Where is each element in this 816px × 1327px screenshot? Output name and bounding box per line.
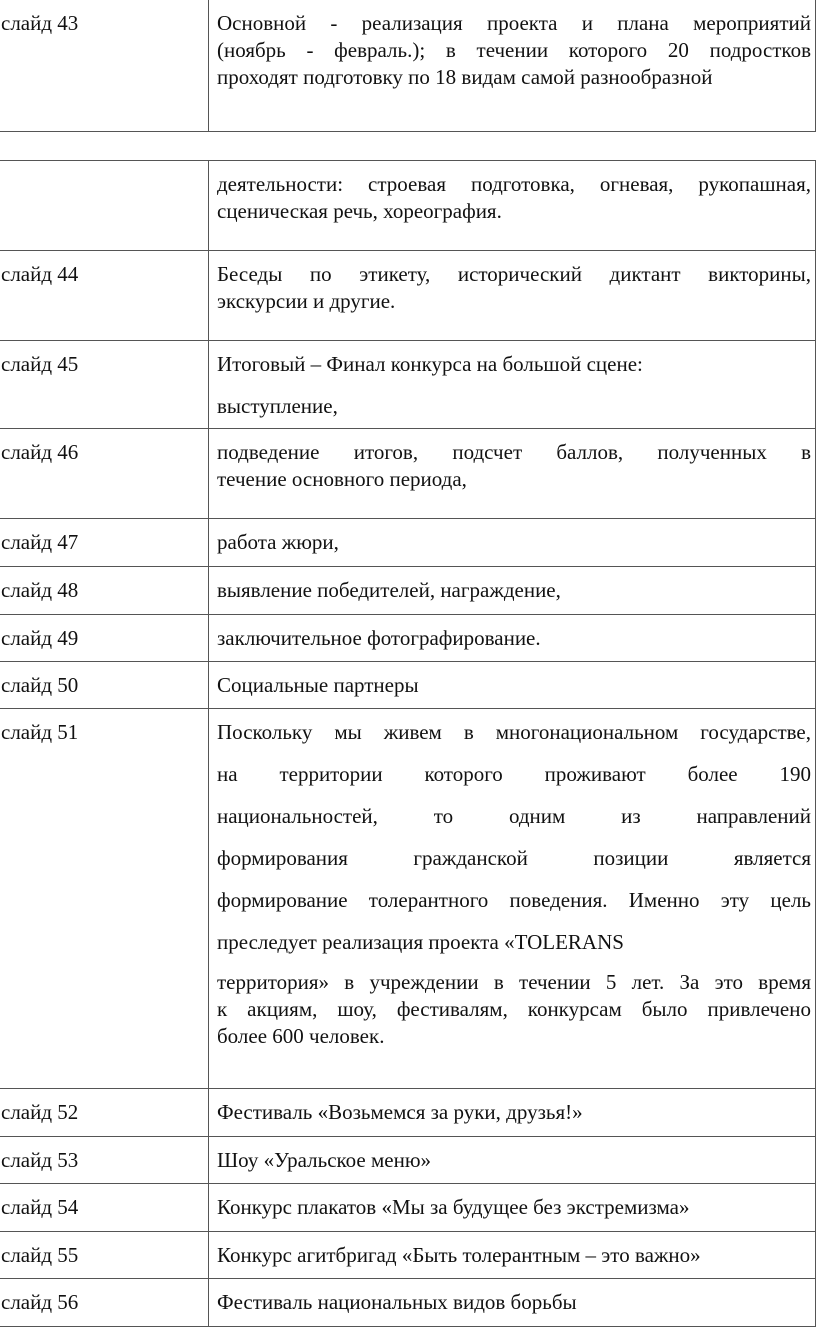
slide-number-cell: слайд 52 <box>0 1089 209 1137</box>
description-cell <box>209 251 816 341</box>
table-row <box>0 429 816 519</box>
description-line: Поскольку мы живем в многонациональном государстве, <box>217 720 811 744</box>
description-line: на территории которого проживают более 190 <box>217 762 811 786</box>
slide-number-cell: слайд 43 <box>0 0 209 131</box>
table-row <box>0 1089 816 1137</box>
table-row <box>0 567 816 615</box>
slide-number-cell: слайд 48 <box>0 567 209 615</box>
description-cell <box>209 1184 816 1232</box>
table-row <box>0 615 816 662</box>
slide-number-cell: слайд 44 <box>0 251 209 341</box>
description-line: к акциям, шоу, фестивалям, конкурсам было привлечено <box>217 997 811 1021</box>
description-line: формирования гражданской позиции является <box>217 846 811 870</box>
description-line: Фестиваль национальных видов борьбы <box>217 1290 577 1314</box>
description-line: течение основного периода, <box>217 467 467 491</box>
description-cell <box>209 615 816 662</box>
description-line: подведение итогов, подсчет баллов, полученных в <box>217 440 811 464</box>
slide-number-cell <box>0 161 209 251</box>
slide-number-cell: слайд 47 <box>0 519 209 567</box>
table-row <box>0 161 816 251</box>
description-line: выявление победителей, награждение, <box>217 578 561 602</box>
description-cell <box>209 1232 816 1279</box>
slide-number-cell: слайд 45 <box>0 341 209 429</box>
table-row <box>0 251 816 341</box>
description-line: экскурсии и другие. <box>217 289 396 313</box>
schedule-table-top <box>0 0 816 132</box>
description-line: преследует реализация проекта «TOLERANS <box>217 930 624 954</box>
description-line: более 600 человек. <box>217 1024 385 1048</box>
table-row <box>0 0 816 131</box>
description-line: Конкурс плакатов «Мы за будущее без экстремизма» <box>217 1195 690 1219</box>
description-line: Шоу «Уральское меню» <box>217 1148 432 1172</box>
description-line: национальностей, то одним из направлений <box>217 804 811 828</box>
description-line: работа жюри, <box>217 530 339 554</box>
table-row <box>0 1279 816 1327</box>
table-row <box>0 709 816 1089</box>
description-line: Беседы по этикету, исторический диктант викторины, <box>217 262 811 286</box>
table-row <box>0 1137 816 1184</box>
table-row <box>0 519 816 567</box>
slide-number-cell: слайд 51 <box>0 709 209 1089</box>
description-cell <box>209 662 816 709</box>
description-cell <box>209 429 816 519</box>
table-row <box>0 1232 816 1279</box>
slide-number-cell: слайд 46 <box>0 429 209 519</box>
description-cell <box>209 341 816 429</box>
description-cell <box>209 519 816 567</box>
description-line: Итоговый – Финал конкурса на большой сцене: <box>217 352 643 376</box>
description-cell <box>209 567 816 615</box>
slide-number-cell: слайд 56 <box>0 1279 209 1327</box>
slide-number-cell: слайд 55 <box>0 1232 209 1279</box>
description-line: территория» в учреждении в течении 5 лет. За это время <box>217 970 811 994</box>
table-row <box>0 662 816 709</box>
description-cell <box>209 0 816 131</box>
description-line: (ноябрь - февраль.); в течении которого 20 подростков <box>217 38 811 62</box>
slide-number-cell: слайд 49 <box>0 615 209 662</box>
description-cell <box>209 161 816 251</box>
description-line: Фестиваль «Возьмемся за руки, друзья!» <box>217 1100 583 1124</box>
description-line: Социальные партнеры <box>217 673 419 697</box>
description-line: выступление, <box>217 394 338 418</box>
description-cell <box>209 1279 816 1327</box>
description-cell <box>209 1089 816 1137</box>
description-line: заключительное фотографирование. <box>217 626 541 650</box>
description-line: деятельности: строевая подготовка, огневая, рукопашная, <box>217 172 811 196</box>
slide-number-cell: слайд 53 <box>0 1137 209 1184</box>
description-line: Основной - реализация проекта и плана мероприятий <box>217 11 811 35</box>
description-line: формирование толерантного поведения. Именно эту цель <box>217 888 811 912</box>
description-cell <box>209 709 816 1089</box>
slide-number-cell: слайд 50 <box>0 662 209 709</box>
description-cell <box>209 1137 816 1184</box>
schedule-table-main <box>0 160 816 1327</box>
description-line: сценическая речь, хореография. <box>217 199 502 223</box>
slide-number-cell: слайд 54 <box>0 1184 209 1232</box>
table-row <box>0 1184 816 1232</box>
description-line: Конкурс агитбригад «Быть толерантным – это важно» <box>217 1243 701 1267</box>
table-row <box>0 341 816 429</box>
description-line: проходят подготовку по 18 видам самой разнообразной <box>217 65 713 89</box>
